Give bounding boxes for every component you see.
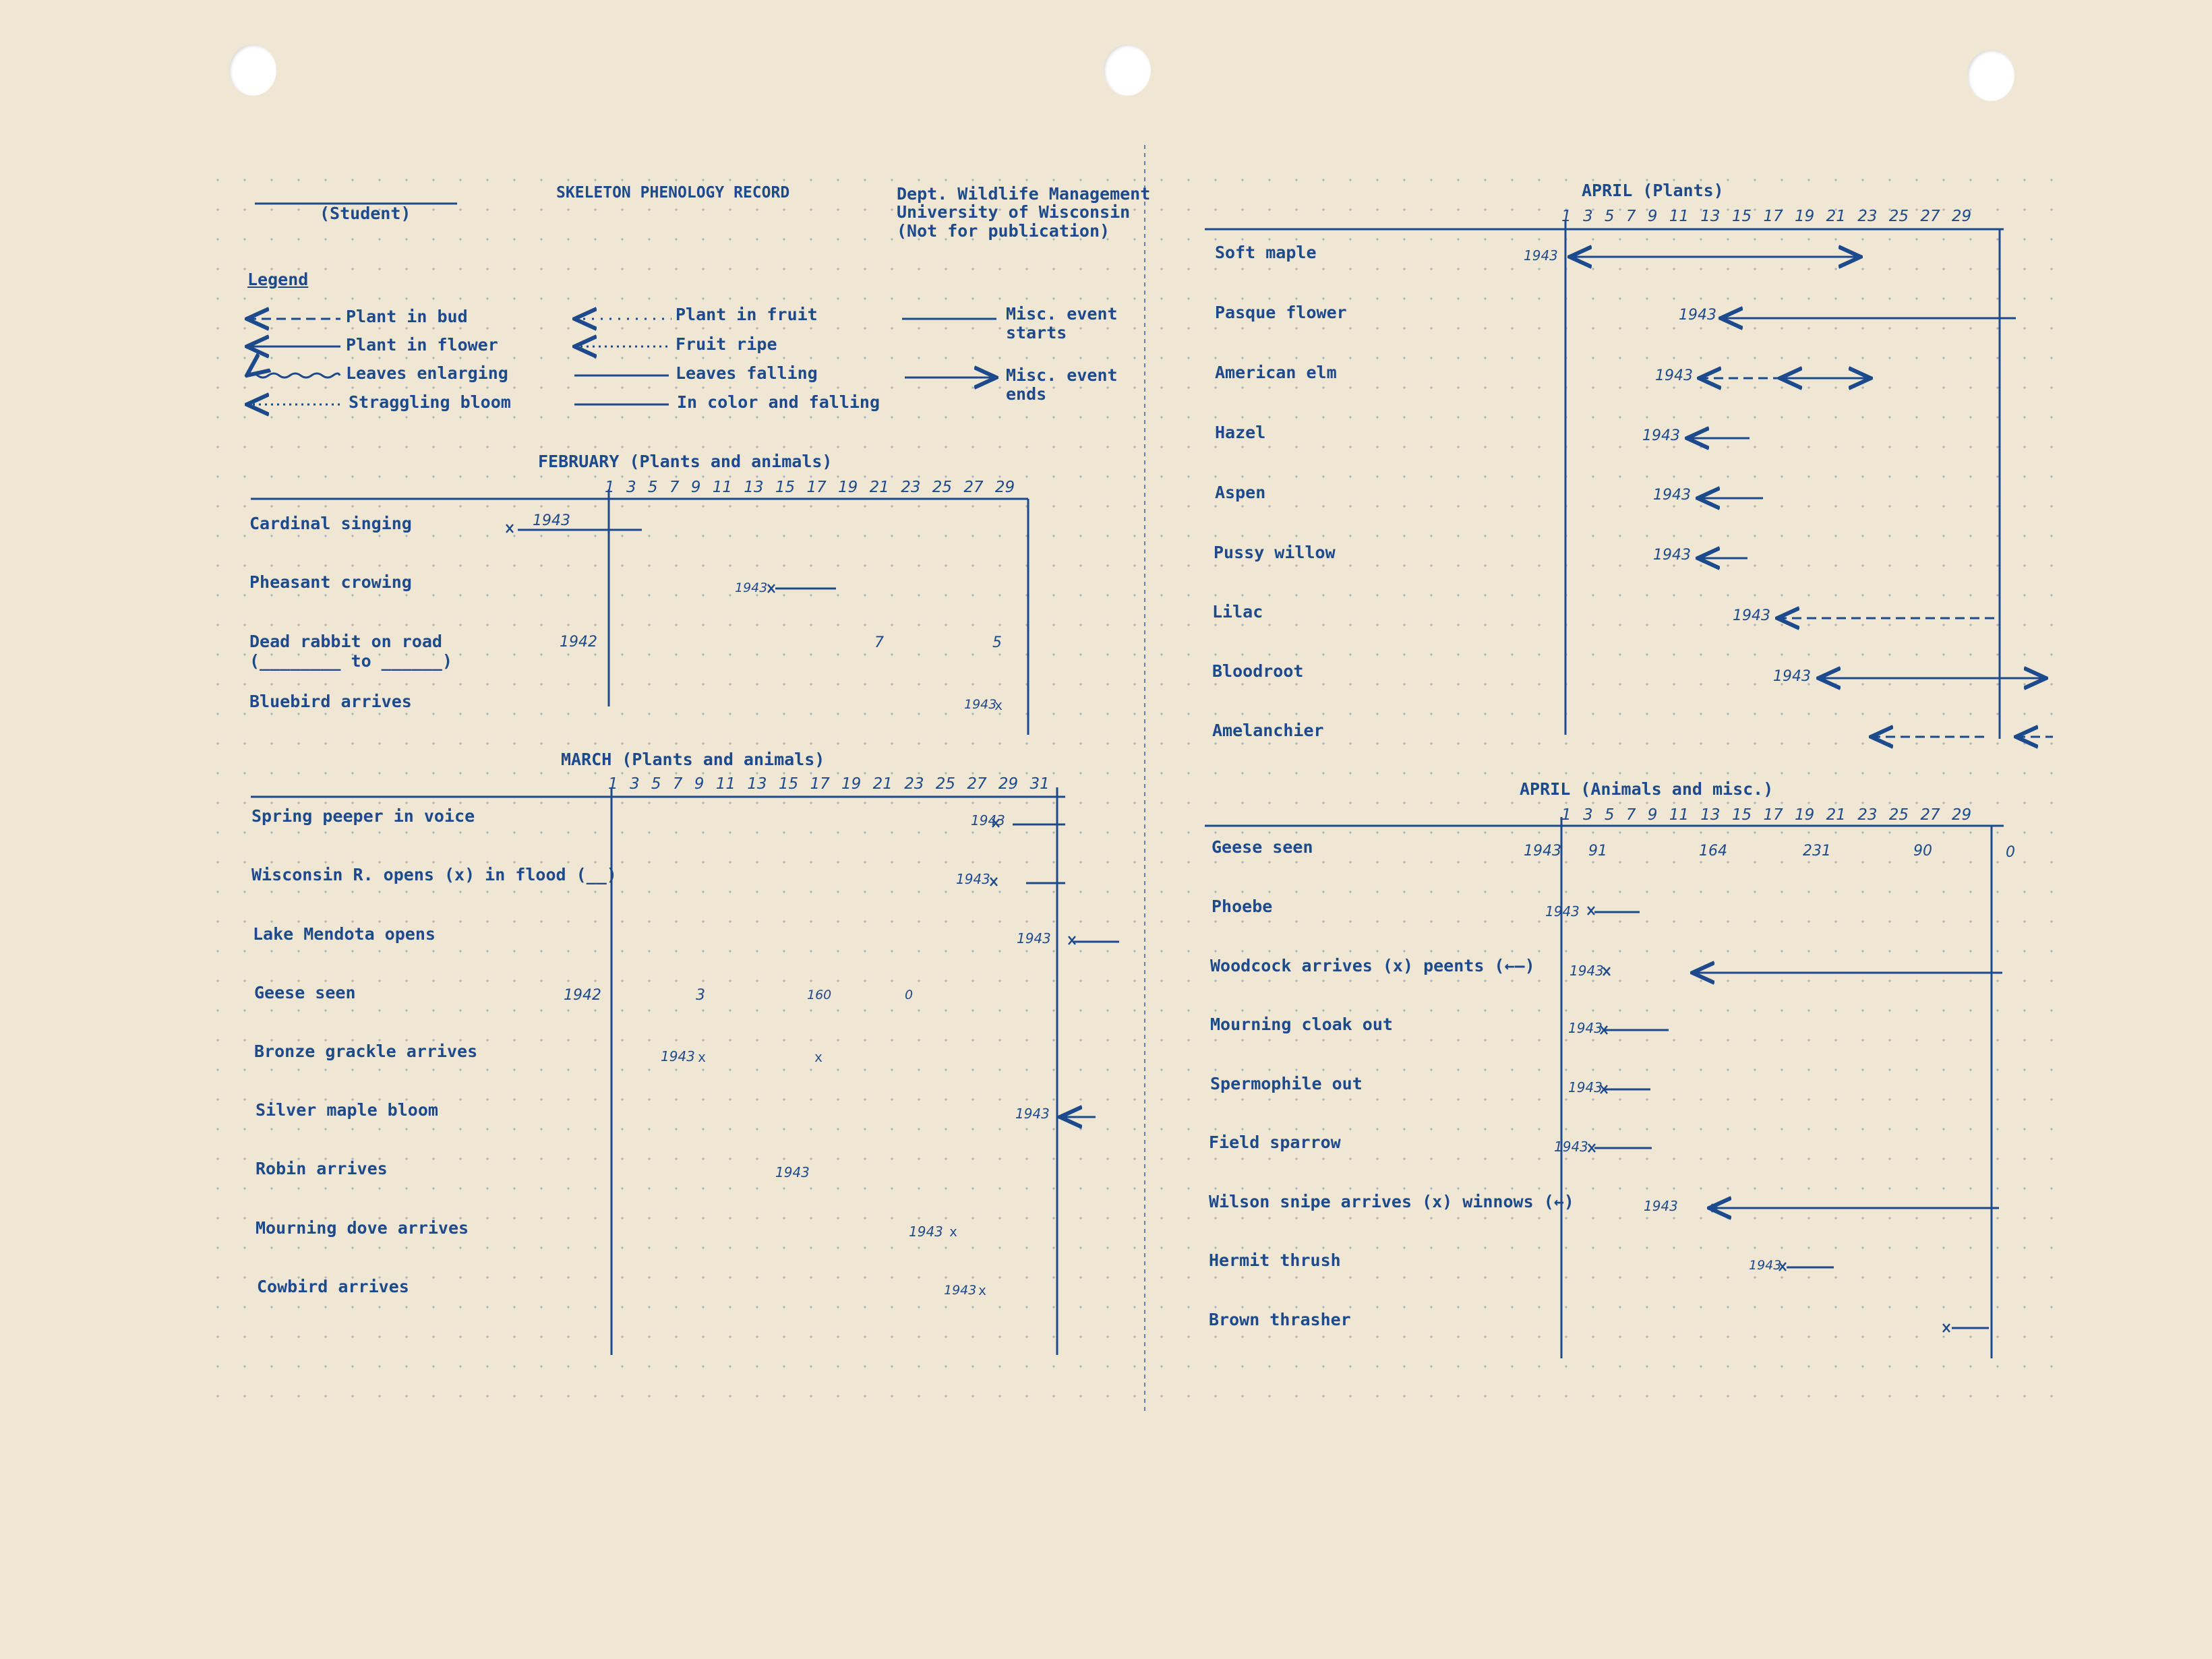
march-note: 160 [807,988,832,1002]
april-animals-note: 1943 [1644,1198,1678,1214]
april-animals-row-label: Hermit thrush [1209,1250,1341,1270]
april-animals-note: 1943 [1545,903,1580,919]
legend-item: starts [1006,323,1067,342]
february-note: 1942 [560,634,597,651]
march-note: 1943 [971,812,1005,828]
april-plants-note: 1943 [1653,487,1691,504]
april-animals-row-label: Brown thrasher [1209,1310,1351,1329]
february-day-ticks: 1 3 5 7 9 11 13 15 17 19 21 23 25 27 29 [605,479,1015,496]
march-x-mark: x [698,1049,707,1065]
february-row-label: (________ to ______) [249,651,453,671]
march-x-mark: x [814,1049,823,1065]
march-row-label: Robin arrives [256,1159,388,1178]
legend-item: Straggling bloom [349,392,511,412]
legend-item: Leaves falling [676,363,818,383]
february-row-label: Cardinal singing [249,514,412,533]
march-row-label: Lake Mendota opens [253,924,436,944]
march-note: 1943 [661,1048,695,1064]
april-animals-note: 0 [2006,844,2015,861]
february-note: 1943 [964,697,997,712]
legend-item: In color and falling [677,392,880,412]
april-animals-note: 1943 [1568,1020,1603,1036]
march-title: MARCH (Plants and animals) [561,750,825,769]
legend-item: Plant in fruit [676,305,818,324]
legend-item: Leaves enlarging [346,363,508,383]
march-row-label: Silver maple bloom [256,1100,438,1120]
april-plants-row-label: Lilac [1212,602,1263,622]
april-animals-day-ticks: 1 3 5 7 9 11 13 15 17 19 21 23 25 27 29 [1561,806,1972,824]
legend-item: Plant in bud [346,307,468,326]
legend-item: ends [1006,384,1047,404]
march-x-mark: x [978,1282,987,1298]
march-note: 1943 [944,1283,977,1298]
march-note: 0 [905,988,914,1002]
april-plants-day-ticks: 1 3 5 7 9 11 13 15 17 19 21 23 25 27 29 [1561,208,1972,225]
april-plants-note: 1943 [1773,668,1811,685]
april-plants-row-label: Pussy willow [1214,543,1336,562]
legend-item: Misc. event [1006,365,1118,385]
april-animals-row-label: Field sparrow [1209,1133,1341,1152]
february-note: 1943 [533,512,570,529]
april-animals-note: 91 [1588,843,1607,859]
april-plants-row-label: Amelanchier [1212,721,1324,740]
legend-item: Plant in flower [346,335,498,355]
april-plants-row-label: Soft maple [1215,243,1317,262]
march-note: 3 [696,987,705,1004]
dept-line: Dept. Wildlife Management [897,184,1151,204]
april-animals-title: APRIL (Animals and misc.) [1520,779,1774,799]
march-note: 1943 [956,871,990,887]
march-row-label: Spring peeper in voice [251,806,475,826]
february-note: 7 [874,634,884,651]
legend-title: Legend [247,270,309,289]
april-animals-row-label: Geese seen [1212,837,1313,857]
april-animals-note: 1943 [1749,1258,1782,1273]
april-animals-note: 1943 [1570,963,1604,979]
february-row-label: Pheasant crowing [249,572,412,592]
april-animals-note: 1943 [1568,1079,1603,1095]
april-animals-row-label: Mourning cloak out [1210,1015,1393,1034]
april-animals-note: 164 [1699,843,1727,859]
march-row-label: Geese seen [254,983,356,1002]
april-plants-row-label: American elm [1215,363,1337,382]
april-plants-note: 1943 [1733,607,1770,624]
april-plants-note: 1943 [1653,547,1691,564]
april-plants-row-label: Bloodroot [1212,661,1304,681]
february-title: FEBRUARY (Plants and animals) [538,452,833,471]
april-animals-row-label: Wilson snipe arrives (x) winnows (←) [1209,1192,1574,1211]
april-animals-row-label: Phoebe [1212,897,1273,916]
march-row-label: Wisconsin R. opens (x) in flood (__) [251,865,617,884]
april-plants-title: APRIL (Plants) [1582,181,1724,200]
march-note: 1943 [1015,1106,1050,1122]
april-plants-row-label: Hazel [1215,423,1266,442]
april-plants-note: 1943 [1524,247,1558,264]
march-note: 1942 [564,987,601,1004]
february-row-label: Bluebird arrives [249,692,412,711]
april-plants-row-label: Pasque flower [1215,303,1347,322]
february-row-label: Dead rabbit on road [249,632,442,651]
legend-item: Fruit ripe [676,334,777,354]
april-animals-row-label: Spermophile out [1210,1074,1363,1093]
april-animals-note: 231 [1803,843,1831,859]
march-row-label: Mourning dove arrives [256,1218,469,1238]
march-day-ticks: 1 3 5 7 9 11 13 15 17 19 21 23 25 27 29 31 [608,775,1050,793]
february-note: 1943 [735,580,768,595]
march-note: 1943 [909,1224,943,1240]
dept-line: University of Wisconsin [897,202,1131,222]
february-note: 5 [992,634,1002,651]
april-plants-note: 1943 [1679,307,1716,324]
march-row-label: Bronze grackle arrives [254,1042,478,1061]
april-plants-row-label: Aspen [1215,483,1266,502]
march-note: 1943 [775,1164,810,1180]
march-row-label: Cowbird arrives [257,1277,409,1296]
april-animals-note: 90 [1913,843,1932,859]
march-x-mark: x [949,1224,958,1240]
april-animals-note: 1943 [1554,1139,1588,1155]
page-title: SKELETON PHENOLOGY RECORD [556,184,790,202]
february-x-mark: x [994,697,1003,713]
april-plants-note: 1943 [1642,427,1680,444]
march-note: 1943 [1017,930,1051,946]
legend-item: Misc. event [1006,304,1118,324]
april-animals-row-label: Woodcock arrives (x) peents (←—) [1210,956,1535,975]
april-animals-note: 1943 [1524,843,1561,859]
student-label: (Student) [320,204,411,223]
dept-line: (Not for publication) [897,221,1110,241]
april-plants-note: 1943 [1655,367,1693,384]
